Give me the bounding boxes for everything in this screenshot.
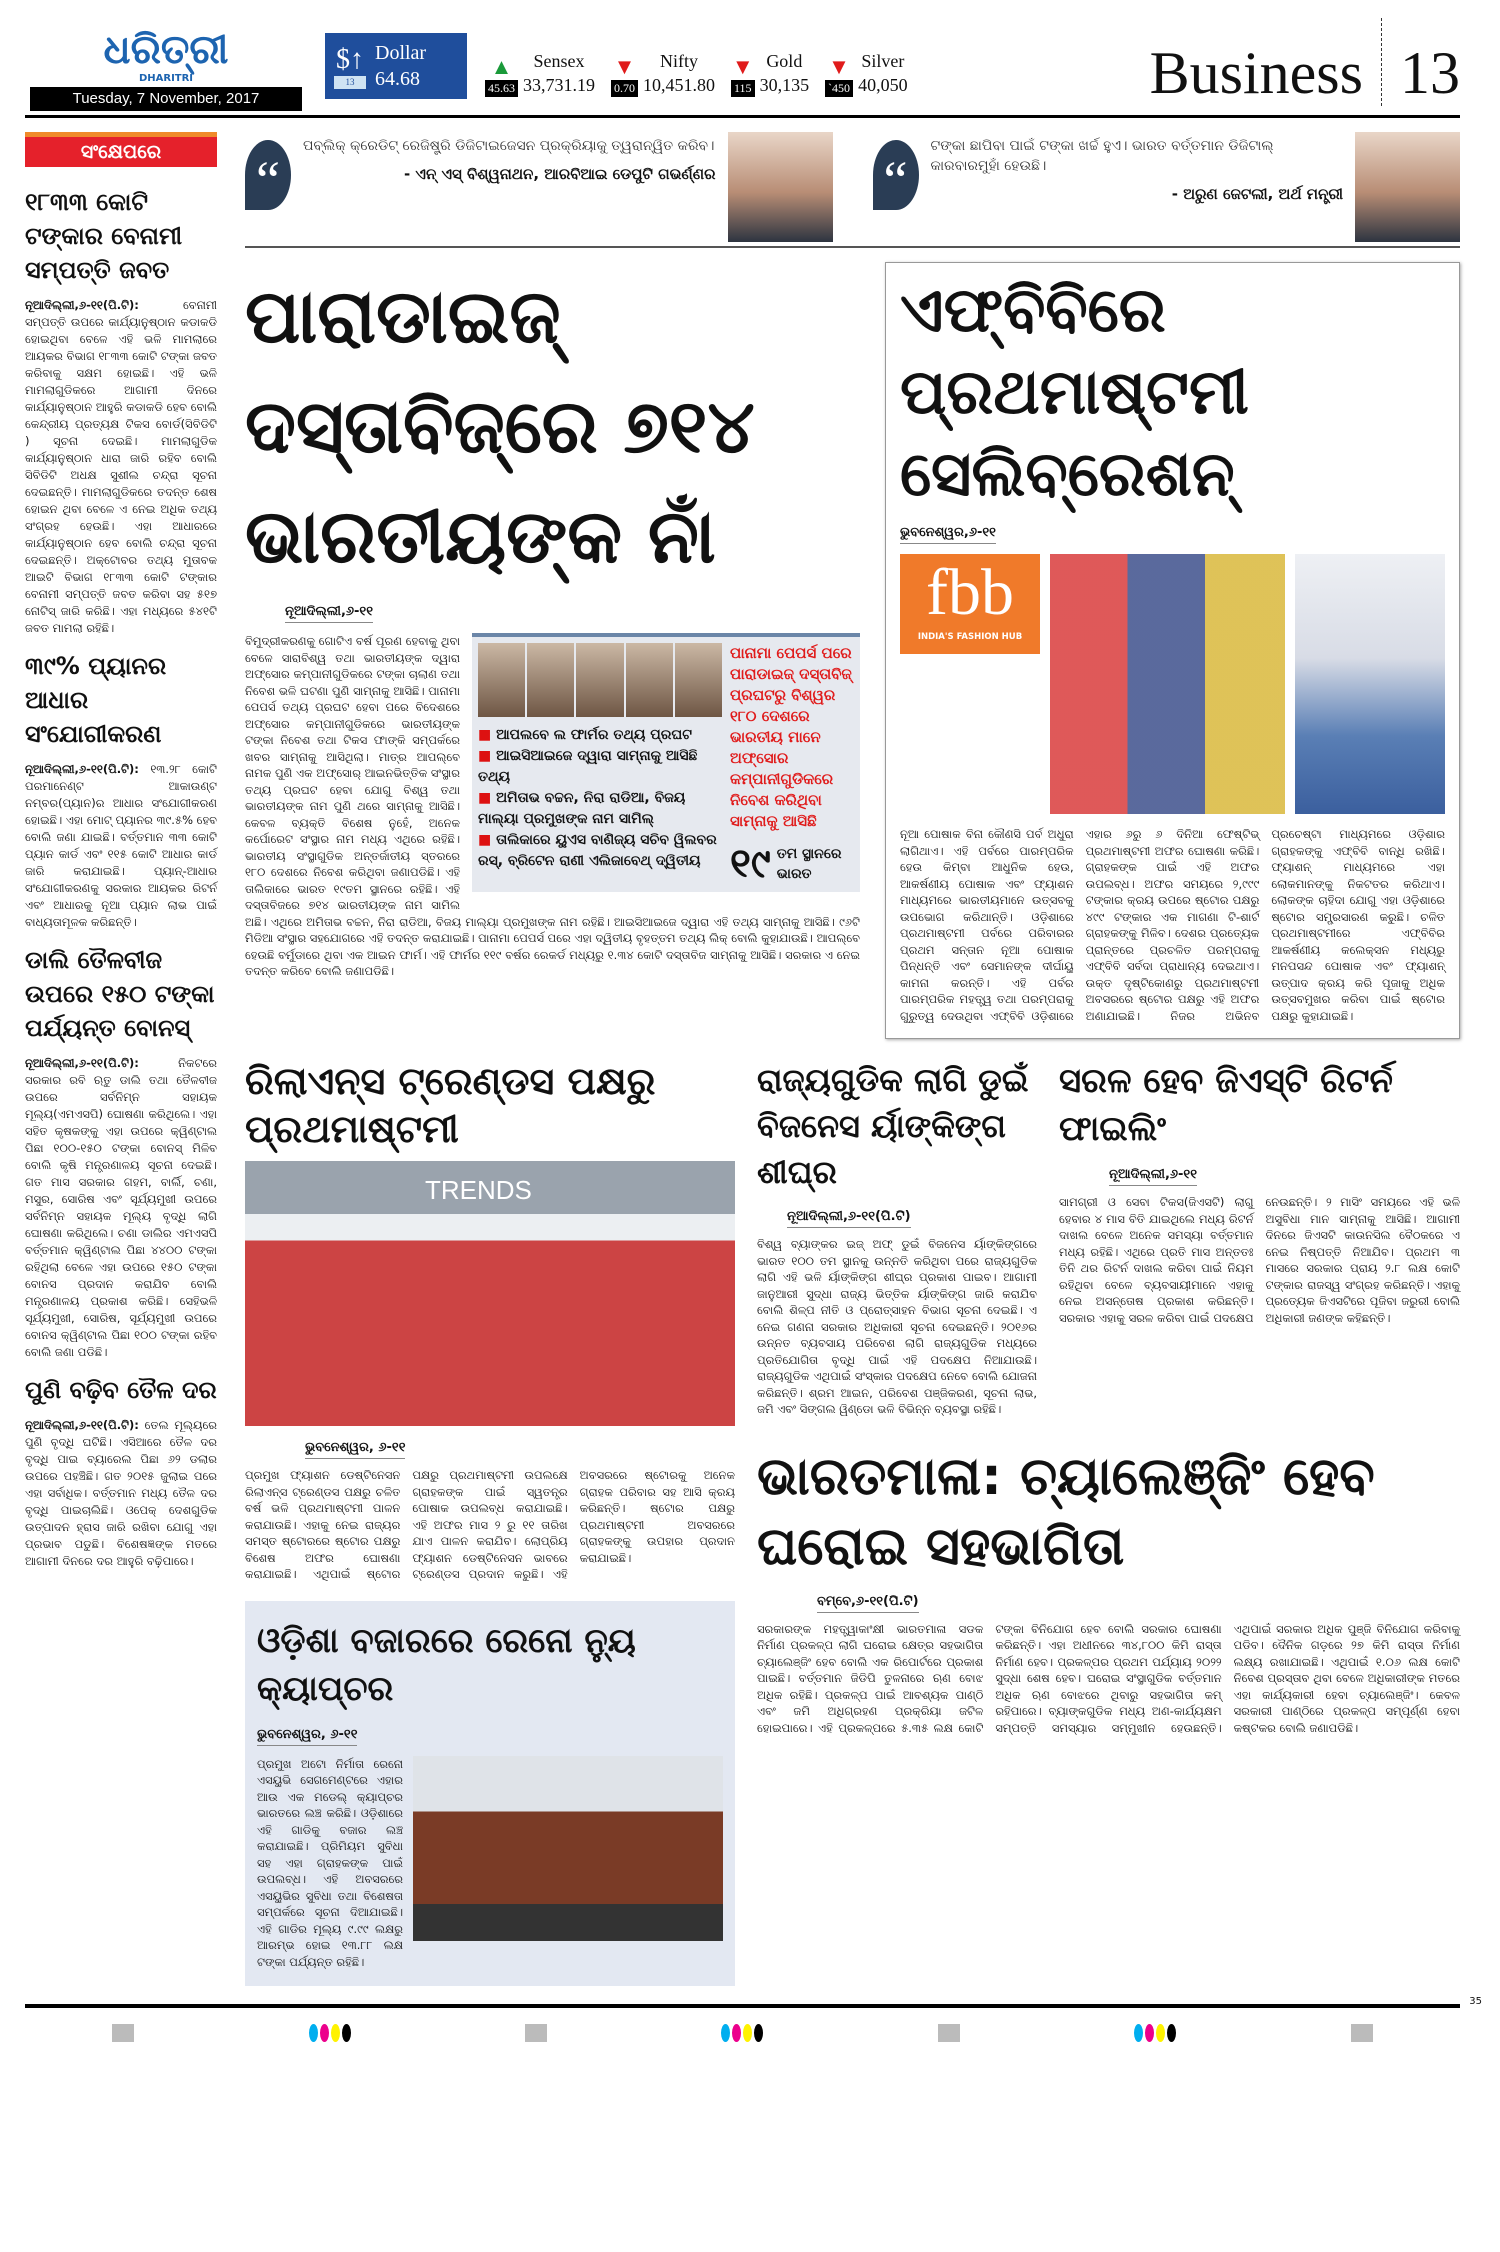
lead-infobox — [472, 633, 860, 892]
fbb-logo: fbb INDIA'S FASHION HUB — [900, 554, 1040, 654]
quote-text: ପବ୍ଲିକ୍ କ୍ରେଡିଟ୍ ରେଜିଷ୍ଟ୍ରି ଡିଜିଟାଇଜେସନ ପ୍ରକ୍ରିୟାକୁ ତ୍ୱରାନ୍ୱିତ କରିବ। — [303, 138, 715, 154]
logo-subtitle: DHARITRI — [138, 73, 194, 84]
divider — [1381, 18, 1382, 106]
stock-change: 45.63 — [485, 80, 518, 97]
registration-mark — [525, 2024, 547, 2042]
models-photo — [1050, 554, 1285, 814]
fbb-feature — [885, 262, 1460, 1039]
renault-story — [245, 1601, 735, 1987]
lead-story — [245, 262, 860, 980]
quote-icon: “ — [873, 140, 919, 210]
quote-fm — [873, 132, 1461, 242]
arrow-down-icon: ▼ — [731, 54, 754, 79]
stock-change: 0.70 — [611, 80, 638, 97]
main-area — [245, 132, 1460, 1986]
page-number: 13 — [1400, 40, 1460, 106]
trends-dateline: ଭୁବନେଶ୍ୱର, ୬-୧୧ — [305, 1436, 735, 1459]
logo-block — [25, 27, 307, 111]
renault-headline: ଓଡ଼ିଶା ବଜାରରେ ରେନୋ ନ୍ୟୁ କ୍ୟାପ୍‌ଚର — [257, 1620, 636, 1709]
dharitri-logo: ଧରିତ୍ରୀ — [103, 27, 229, 73]
stock-change: `450 — [825, 80, 853, 97]
quote-author: - ଏନ୍ ଏସ୍ ବିଶ୍ୱନାଥନ, ଆରବିଆଇ ଡେପୁଟି ଗଭର୍ଣ୍ଣର — [403, 165, 716, 183]
lead-body: ବିମୁଦ୍ରୀକରଣକୁ ଗୋଟିଏ ବର୍ଷ ପୂରଣ ହେବାକୁ ଥିବା ବେଳେ ସାରାବିଶ୍ୱ ତଥା ଭାରତୀୟଙ୍କ ଦ୍ୱାରା ଅଫ୍‌ସୋର କମ୍ପାନୀଗୁଡିକରେ ଟଙ୍କା ଚାଲାଣ ତଥା ନିବେଶ ଭଳି ଘଟଣା ପୁଣି ସାମ୍ନାକୁ ଆସିଛି। ପାନାମା ପେପର୍ସ ତଥ୍ୟ ପ୍ରଘଟ ହେବା ପରେ ବିଦେଶରେ ଅଫ୍‌ସୋର କମ୍ପାନୀଗୁଡିକରେ ଭାରତୀୟଙ୍କ ଟଙ୍କା ନିବେଶ ତଥା ଟିକସ ଫାଙ୍କି ସମ୍ପର୍କରେ ଖବର ସାମ୍ନାକୁ ଆସିଥିଲା। ମାତ୍ର ଆପଲ୍‌ବେ ନାମକ ପୁଣି ଏକ ଅଫ୍‌ସୋର୍ ଆଇନଭିତ୍ତିକ ସଂସ୍ଥାର ତଥ୍ୟ ପ୍ରଘଟ ହେବା ଯୋଗୁ ବିଶ୍ୱ ତଥା ଭାରତୀୟଙ୍କ ନାମ ପୁଣି ଥରେ ସାମ୍ନାକୁ ଆସିଛି। କେବଳ ବ୍ୟକ୍ତି ବିଶେଷ ନୁହେଁ, ଅନେକ କର୍ପୋରେଟ ସଂସ୍ଥାର ନାମ ମଧ୍ୟ ଏଥିରେ ରହିଛି। ଭାରତୀୟ ସଂସ୍ଥାଗୁଡିକ ଅନ୍ତର୍ଜାତୀୟ ସ୍ତରରେ ୧୮୦ ଦେଶରେ ନିବେଶ କରିଥିବା ଜଣାପଡିଛି। ଏହି ତାଲିକାରେ ଭାରତ ୧୯ତମ ସ୍ଥାନରେ ରହିଛି। ଏହି ଦସ୍ତାବିଜରେ ୭୧୪ ଭାରତୀୟଙ୍କ ନାମ ସାମିଲ ଅଛି। ଏଥିରେ ଅମିତାଭ ବଚ୍ଚନ, ନିରା ରାଡିଆ, ବିଜୟ ମାଲ୍ୟା ପ୍ରମୁଖଙ୍କ ନାମ ରହିଛି। ଆଇସିଆଇଜେ ଦ୍ୱାରା ଏହି ତଥ୍ୟ ସାମ୍ନାକୁ ଆସିଛି। ୯୬ଟି ମିଡିଆ ସଂସ୍ଥାର ସହଯୋଗରେ ଏହି ତଦନ୍ତ କରାଯାଇଛି। ପାନାମା ପେପର୍ସ ପରେ ଏହା ଦ୍ୱିତୀୟ ବୃହତ୍ତମ ତଥ୍ୟ ଲିକ୍ ବୋଲି କୁହାଯାଉଛି। ଆପଲ୍‌ବେ ହେଉଛି ବର୍ମୁଡାରେ ଥିବା ଏକ ଆଇନ ଫାର୍ମ। ଏହି ଫାର୍ମର ୧୧୯ ବର୍ଷର ରେକର୍ଡ ମଧ୍ୟରୁ ୧.୩୪ କୋଟି ଦସ୍ତାବିଜ ସାମ୍ନାକୁ ଆସିଛି। ସରକାର ଏ ନେଇ ତଦନ୍ତ କରିବେ ବୋଲି ଜଣାପଡିଛି। — [245, 634, 860, 978]
quote-icon: “ — [245, 140, 291, 210]
brief-headline: ଡାଲି ତୈଳବୀଜ ଉପରେ ୧୫୦ ଟଙ୍କା ପର୍ଯ୍ୟନ୍ତ ବୋନସ୍ — [25, 946, 215, 1042]
page-code: 35 — [1469, 1996, 1482, 2007]
stock-name: Nifty — [660, 51, 698, 71]
quote-row — [245, 132, 1460, 248]
renault-body: ପ୍ରମୁଖ ଅଟୋ ନିର୍ମାତା ରେନୋ ଏସୟୁଭି ସେଗମେଣ୍ଟରେ ଏହାର ଆଉ ଏକ ମଡେଲ୍ କ୍ୟାପ୍‌ଚର ଭାରତରେ ଲଞ୍ଚ କରିଛି। ଓଡ଼ିଶାରେ ଏହି ଗାଡିକୁ ବଜାର ଲଞ୍ଚ କରାଯାଇଛି। ପ୍ରିମିୟମ ସୁବିଧା ସହ ଏହା ଗ୍ରାହକଙ୍କ ପାଇଁ ଉପଲବ୍ଧ। ଏହି ଅବସରରେ ଏସୟୁଭିର ସୁବିଧା ତଥା ବିଶେଷତା ସମ୍ପର୍କରେ ସୂଚନା ଦିଆଯାଇଛି। ଏହି ଗାଡିର ମୂଲ୍ୟ ୯.୯୯ ଲକ୍ଷରୁ ଆରମ୍ଭ ହୋଇ ୧୩.୮୮ ଲକ୍ଷ ଟଙ୍କା ପର୍ଯ୍ୟନ୍ତ ରହିଛି। — [257, 1756, 403, 1969]
registration-mark — [112, 2024, 134, 2042]
ranking-story — [757, 1057, 1037, 1418]
market-ticker — [485, 49, 908, 97]
registration-mark — [1351, 2024, 1373, 2042]
fbb-dateline: ଭୁବନେଶ୍ୱର,୬-୧୧ — [900, 521, 1445, 544]
brief-headline: ୩୯% ପ୍ୟାନର ଆଧାର ସଂଯୋଗୀକରଣ — [25, 652, 167, 748]
stock-change: 115 — [731, 80, 755, 97]
arrow-down-icon: ▼ — [613, 54, 636, 79]
stock-name: Sensex — [533, 51, 585, 71]
ranking-headline: ରାଜ୍ୟଗୁଡିକ ଲାଗି ଡୁଇଁ ବିଜନେସ ର୍ୟାଙ୍କିଙ୍ଗ ଶୀଘ୍ର — [757, 1061, 1029, 1191]
infobox-bullets: ■ ଆପଲବେ ଲ ଫାର୍ମର ତଥ୍ୟ ପ୍ରଘଟ ■ ଆଇସିଆଇଜେ ଦ୍ୱାରା ସାମ୍ନାକୁ ଆସିଛି ତଥ୍ୟ ■ ଅମିତାଭ ବଚ୍ଚନ, ନିରା ରାଡିଆ, ବିଜୟ ମାଲ୍ୟା ପ୍ରମୁଖଙ୍କ ନାମ ସାମିଲ୍ ■ ତାଲିକାରେ ୟୁଏସ ବାଣିଜ୍ୟ ସଚିବ ୱିଲବର ରସ୍, ବ୍ରିଟେନ ରାଣୀ ଏଲିଜାବେଥ୍ ଦ୍ୱିତୀୟ — [478, 725, 722, 872]
color-registration-mark — [309, 2024, 351, 2042]
brief-body: ନୂଆଦିଲ୍ଲୀ,୬-୧୧(ପି.ଟି): ତେଲ ମୂଲ୍ୟରେ ପୁଣି ବୃଦ୍ଧି ଘଟିଛି। ଏସିଆରେ ତୈଳ ଦର ବୃଦ୍ଧି ପାଇ ବ୍ୟାରେଲ ପିଛା ୬୨ ଡଲାର ଉପରେ ପହଞ୍ଚିଛି। ଗତ ୨୦୧୫ ଜୁଲାଇ ପରେ ଏହା ସର୍ବାଧିକ। ବର୍ତ୍ତମାନ ମଧ୍ୟ ତୈଳ ଦର ବୃଦ୍ଧି ପାଇଚାଲିଛି। ଓପେକ୍ ଦେଶଗୁଡିକ ଉତ୍ପାଦନ ହ୍ରାସ ଜାରି ରଖିବା ଯୋଗୁ ଏହା ପ୍ରଭାବ ପଡୁଛି। ବିଶେଷଜ୍ଞଙ୍କ ମତରେ ଆଗାମୀ ଦିନରେ ଦର ଆହୁରି ବଢ଼ିପାରେ। — [25, 1418, 217, 1568]
bharatmala-body: ସରକାରଙ୍କ ମହତ୍ତ୍ୱାକାଂକ୍ଷୀ ଭାରତମାଳା ସଡକ ନିର୍ମାଣ ପ୍ରକଳ୍ପ ଲାଗି ଘରୋଇ କ୍ଷେତ୍ର ସହଭାଗିତା ଚ୍ୟାଲେଞ୍ଜିଂ ହେବ ବୋଲି ଏକ ରିପୋର୍ଟରେ ପ୍ରକାଶ ପାଇଛି। ବର୍ତ୍ତମାନ ଜିଡିପି ତୁଳନାରେ ଋଣ ବୋଝ ଅଧିକ ରହିଛି। ପ୍ରକଳ୍ପ ପାଇଁ ଆବଶ୍ୟକ ପାଣ୍ଠି ଏବଂ ଜମି ଅଧିଗ୍ରହଣ ପ୍ରକ୍ରିୟା ଜଟିଳ ହୋଇପାରେ। ଏହି ପ୍ରକଳ୍ପରେ ୫.୩୫ ଲକ୍ଷ କୋଟି ଟଙ୍କା ବିନିଯୋଗ ହେବ ବୋଲି ସରକାର ଘୋଷଣା କରିଛନ୍ତି। ଏହା ଅଧୀନରେ ୩୪,୮୦୦ କିମି ରାସ୍ତା ନିର୍ମାଣ ହେବ। ପ୍ରକଳ୍ପର ପ୍ରଥମ ପର୍ଯ୍ୟାୟ ୨୦୨୨ ସୁଦ୍ଧା ଶେଷ ହେବ। ଘରୋଇ ସଂସ୍ଥାଗୁଡିକ ବର୍ତ୍ତମାନ ଅଧିକ ଋଣ ବୋଝରେ ଥିବାରୁ ସହଭାଗିତା କମ୍ ରହିପାରେ। ବ୍ୟାଙ୍କଗୁଡିକ ମଧ୍ୟ ଅଣ-କାର୍ଯ୍ୟକ୍ଷମ ସମ୍ପତ୍ତି ସମସ୍ୟାର ସମ୍ମୁଖୀନ ହେଉଛନ୍ତି। ଏଥିପାଇଁ ସରକାର ଅଧିକ ପୁଞ୍ଜି ବିନିଯୋଗ କରିବାକୁ ପଡିବ। ଦୈନିକ ଗଡ଼ରେ ୨୭ କିମି ରାସ୍ତା ନିର୍ମାଣ ଲକ୍ଷ୍ୟ ରଖାଯାଇଛି। ଏଥିପାଇଁ ୧.୦୬ ଲକ୍ଷ କୋଟି ନିବେଶ ପ୍ରସ୍ତାବ ଥିବା ବେଳେ ଅଧିକାରୀଙ୍କ ମତରେ ଏହା କାର୍ଯ୍ୟକାରୀ ହେବା ଚ୍ୟାଲେଞ୍ଜିଂ। କେବଳ ସରକାରୀ ପାଣ୍ଠିରେ ପ୍ରକଳ୍ପ ସମ୍ପୂର୍ଣ୍ଣ ହେବା କଷ୍ଟକର ବୋଲି ଜଣାପଡିଛି। — [757, 1621, 1460, 1735]
portrait-photo — [728, 132, 833, 242]
arrow-down-icon: ▼ — [828, 54, 850, 79]
stock-name: Gold — [766, 51, 803, 71]
rank-label: ତମ ସ୍ଥାନରେ ଭାରତ — [776, 846, 842, 882]
quote-rbi — [245, 132, 833, 242]
fbb-body: ନୂଆ ପୋଷାକ ବିନା କୌଣସି ପର୍ବ ଅଧୁରା ଲାଗିଥାଏ। ଏହି ପର୍ବରେ ପାରମ୍ପରିକ ହେଉ କିମ୍ବା ଆଧୁନିକ ହେଉ, ଆକର୍ଷଣୀୟ ପୋଷାକ ଏବଂ ଫ୍ୟାଶନ ମାଧ୍ୟମରେ ଭାରତୀୟମାନେ ଉତ୍ସବକୁ ଉପଭୋଗ କରିଥାନ୍ତି। ଓଡ଼ିଶାରେ ପ୍ରଥମାଷ୍ଟମୀ ପର୍ବରେ ପରିବାରର ପ୍ରଥମ ସନ୍ତାନ ନୂଆ ପୋଷାକ ପିନ୍ଧନ୍ତି ଏବଂ ସେମାନଙ୍କ ଦୀର୍ଘାୟୁ କାମନା କରନ୍ତି। ଏହି ପର୍ବର ପାରମ୍ପରିକ ମହତ୍ତ୍ୱ ତଥା ପରମ୍ପରାକୁ ଗୁରୁତ୍ୱ ଦେଉଥିବା ଏଫ୍‌ବିବି ଓଡ଼ିଶାରେ ଏହାର ୬ରୁ ୬ ଦିନିଆ ଫେଷ୍ଟିଭ୍ ପ୍ରଥମାଷ୍ଟମୀ ଅଫର ଘୋଷଣା କରିଛି। ଗ୍ରାହକଙ୍କ ପାଇଁ ଏହି ଅଫର ଉପଲବ୍ଧ। ଅଫର ସମୟରେ ୨,୯୯୯ ଟଙ୍କାର କ୍ରୟ ଉପରେ ଷ୍ଟୋର ପକ୍ଷରୁ ୪୯୯ ଟଙ୍କାର ଏକ ମାଗଣା ଟି-ଶାର୍ଟ ଗ୍ରାହକଙ୍କୁ ମିଳିବ। ଦେଶର ପ୍ରତ୍ୟେକ ପ୍ରାନ୍ତରେ ପ୍ରଚଳିତ ପରମ୍ପରାକୁ ଏଫ୍‌ବିବି ସର୍ବଦା ପ୍ରାଧାନ୍ୟ ଦେଇଥାଏ। ଉକ୍ତ ଦୃଷ୍ଟିକୋଣରୁ ପ୍ରଥମାଷ୍ଟମୀ ଅବସରରେ ଷ୍ଟୋର ପକ୍ଷରୁ ଏହି ଅଫର ଅଣାଯାଇଛି। ନିଜର ଅଭିନବ ପ୍ରଚେଷ୍ଟା ମାଧ୍ୟମରେ ଓଡ଼ିଶାର ଗ୍ରାହକଙ୍କୁ ଏଫ୍‌ବିବି ବାନ୍ଧି ରଖିଛି। ଫ୍ୟାଶନ୍ ମାଧ୍ୟମରେ ଏହା ଲୋକମାନଙ୍କୁ ନିକଟତର କରିଥାଏ। ଲୋକଙ୍କ ଚାହିଦା ଯୋଗୁ ଏହା ଓଡ଼ିଶାରେ ଷ୍ଟୋର ସମ୍ପ୍ରସାରଣ କରୁଛି। ଚଳିତ ପ୍ରଥମାଷ୍ଟମୀରେ ଏଫ୍‌ବିବିର ଆକର୍ଷଣୀୟ କଲେକ୍ସନ ମଧ୍ୟରୁ ମନପସନ୍ଦ ପୋଷାକ ଏବଂ ଫ୍ୟାଶନ୍ ଉତ୍ପାଦ କ୍ରୟ କରି ପୂଜାକୁ ଅଧିକ ଉତ୍ସବମୁଖର କରିବା ପାଇଁ ଷ୍ଟୋର ପକ୍ଷରୁ କୁହାଯାଇଛି। — [900, 827, 1445, 1023]
stock-value: 10,451.80 — [643, 75, 715, 95]
infobox-highlight: ପାନାମା ପେପର୍ସ ପରେ ପାରାଡାଇଜ୍ ଦସ୍ତାବିଜ୍ ପ୍ରଘଟରୁ ବିଶ୍ୱର ୧୮୦ ଦେଶରେ ଭାରତୀୟ ମାନେ ଅଫ୍‌ସୋର କମ୍ପାନୀଗୁଡିକରେ ନିବେଶ କରିଥିବା ସାମ୍ନାକୁ ଆସିଛି — [730, 644, 852, 830]
ranking-body: ବିଶ୍ୱ ବ୍ୟାଙ୍କର ଇଜ୍ ଅଫ୍ ଡୁଇଁ ବିଜନେସ ର୍ୟାଙ୍କିଙ୍ଗରେ ଭାରତ ୧୦୦ ତମ ସ୍ଥାନକୁ ଉନ୍ନତି କରିଥିବା ପରେ ରାଜ୍ୟଗୁଡିକ ଲାଗି ଏହି ଭଳି ର୍ୟାଙ୍କିଙ୍ଗ ଶୀଘ୍ର ପ୍ରକାଶ ପାଇବ। ଆଗାମୀ ଜାନୁଆରୀ ସୁଦ୍ଧା ରାଜ୍ୟ ଭିତ୍ତିକ ର୍ୟାଙ୍କିଙ୍ଗ ଜାରି କରାଯିବ ବୋଲି ଶିଳ୍ପ ନୀତି ଓ ପ୍ରୋତ୍ସାହନ ବିଭାଗ ସୂଚନା ଦେଇଛି। ଏ ନେଇ ଗଣନା ସରକାର ଅଧିକାରୀ ସୂଚନା ଦେଇଛନ୍ତି। ୨୦୧୬ର ଉନ୍ନତ ବ୍ୟବସାୟ ପରିବେଶ ଲାଗି ରାଜ୍ୟଗୁଡିକ ମଧ୍ୟରେ ପ୍ରତିଯୋଗିତା ବୃଦ୍ଧି ପାଇଁ ଏହି ପଦକ୍ଷେପ ନିଆଯାଉଛି। ରାଜ୍ୟଗୁଡିକ ଏଥିପାଇଁ ସଂସ୍କାର ପଦକ୍ଷେପ ନେବେ ବୋଲି ଯୋଜନା କରିଛନ୍ତି। ଶ୍ରମ ଆଇନ, ପରିବେଶ ପଞ୍ଜିକରଣ, ସୂଚନା ଲାଭ, ଜମି ଏବଂ ସିଙ୍ଗଲ ୱିଣ୍ଡୋ ଭଳି ବିଭିନ୍ନ ବ୍ୟବସ୍ଥା ରହିଛି। — [757, 1237, 1037, 1416]
kids-photo — [1295, 554, 1445, 814]
dollar-value: 64.68 — [375, 68, 420, 90]
renault-dateline: ଭୁବନେଶ୍ୱର, ୬-୧୧ — [257, 1723, 723, 1746]
brief-body: ନୂଆଦିଲ୍ଲୀ,୬-୧୧(ପି.ଟି): ୧୩.୨୮ କୋଟି ପରମାନେଣ୍ଟ ଆକାଉଣ୍ଟ ନମ୍ବର(ପ୍ୟାନ)ର ଆଧାର ସଂଯୋଗୀକରଣ ହୋଇଛି। ଏହା ମୋଟ୍ ପ୍ୟାନର ୩୯.୫% ହେବ ବୋଲି ଜଣା ଯାଇଛି। ବର୍ତ୍ତମାନ ୩୩ କୋଟି ପ୍ୟାନ କାର୍ଡ ଏବଂ ୧୧୫ କୋଟି ଆଧାର କାର୍ଡ ଜାରି କରାଯାଇଛି। ପ୍ୟାନ୍-ଆଧାର ସଂଯୋଗୀକରଣକୁ ସରକାର ଆୟକର ରିଟର୍ନ ଏବଂ ଆଧାରକୁ ନୂଆ ପ୍ୟାନ ଲାଭ ପାଇଁ ବାଧ୍ୟତାମୂଳକ କରିଛନ୍ତି। — [25, 762, 217, 929]
stock-gold — [731, 49, 809, 97]
brief-headline: ୧୮୩୩ କୋଟି ଟଙ୍କାର ବେନାମୀ ସମ୍ପତ୍ତି ଜବତ — [25, 188, 183, 284]
registration-mark — [938, 2024, 960, 2042]
quote-text: ଟଙ୍କା ଛାପିବା ପାଇଁ ଟଙ୍କା ଖର୍ଚ୍ଚ ହୁଏ। ଭାରତ ବର୍ତ୍ତମାନ ଡିଜିଟାଲ୍ କାରବାରମୁହାଁ ହେଉଛି। — [930, 138, 1274, 174]
lead-dateline: ନୂଆଦିଲ୍ଲୀ,୬-୧୧ — [285, 600, 860, 623]
dollar-rate-box — [325, 33, 467, 99]
color-registration-mark — [1134, 2024, 1176, 2042]
gst-dateline: ନୂଆଦିଲ୍ଲୀ,୬-୧୧ — [1109, 1163, 1460, 1186]
bharatmala-headline: ଭାରତମାଳା: ଚ୍ୟାଲେଞ୍ଜିଂ ହେବ ଘରୋଇ ସହଭାଗିତା — [757, 1446, 1375, 1577]
trends-photo — [245, 1161, 735, 1426]
dollar-label: Dollar — [375, 42, 427, 64]
footer — [25, 1996, 1482, 2050]
stock-silver — [825, 49, 908, 97]
issue-date: Tuesday, 7 November, 2017 — [30, 87, 302, 111]
color-registration-mark — [721, 2024, 763, 2042]
gst-headline: ସରଳ ହେବ ଜିଏସ୍‌ଟି ରିଟର୍ନ ଫାଇଲିଂ — [1059, 1061, 1393, 1149]
brief-body: ନୂଆଦିଲ୍ଲୀ,୬-୧୧(ପି.ଟି): ନିକଟରେ ସରକାର ରବି ଋତୁ ଡାଲି ତଥା ତୈଳବୀଜ ଉପରେ ସର୍ବନିମ୍ନ ସହାୟକ ମୂଲ୍ୟ(ଏମଏସପି) ଘୋଷଣା କରିଥିଲେ। ଏହା ସହିତ କୃଷକଙ୍କୁ ଏହା ଉପରେ କ୍ୱିଣ୍ଟାଲ ପିଛା ୧୦୦-୧୫୦ ଟଙ୍କା ବୋନସ୍ ମିଳିବ ବୋଲି କୃଷି ମନ୍ତ୍ରଣାଳୟ ସୂଚନା ଦେଇଛି। ଗତ ମାସ ସରକାର ଗହମ, ବାର୍ଲି, ଚଣା, ମସୁର, ସୋରିଷ ଏବଂ ସୂର୍ଯ୍ୟମୁଖୀ ଉପରେ ସର୍ବନିମ୍ନ ସହାୟକ ମୂଲ୍ୟ ବୃଦ୍ଧି ଲାଗି ଘୋଷଣା କରିଥିଲେ। ଚଣା ଡାଲିର ଏମଏସପି ବର୍ତ୍ତମାନ କ୍ୱିଣ୍ଟାଲ ପିଛା ୪୪୦୦ ଟଙ୍କା ରହିଥିଲା ବେଳେ ଏହା ଉପରେ ୧୫୦ ଟଙ୍କା ବୋନସ ପ୍ରଦାନ କରାଯିବ ବୋଲି ମନ୍ତ୍ରଣାଳୟ ପ୍ରକାଶ କରିଛି। ସେହିଭଳି ସୂର୍ଯ୍ୟମୁଖୀ, ସୋରିଷ, ସୂର୍ଯ୍ୟମୁଖୀ ଉପରେ ବୋନସ କ୍ୱିଣ୍ଟାଲ ପିଛା ୧୦୦ ଟଙ୍କା ରହିବ ବୋଲି ଜଣା ପଡିଛି। — [25, 1056, 217, 1359]
stock-nifty — [611, 49, 715, 97]
brief-body: ନୂଆଦିଲ୍ଲୀ,୬-୧୧(ପି.ଟି): ବେନାମୀ ସମ୍ପତ୍ତି ଉପରେ କାର୍ଯ୍ୟାନୁଷ୍ଠାନ କଡାକଡି ହୋଇଥିବା ବେଳେ ଏହି ଭଳି ମାମଲାରେ ଆୟକର ବିଭାଗ ୧୮୩୩ କୋଟି ଟଙ୍କା ଜବତ କରିବାକୁ ସକ୍ଷମ ହୋଇଛି। ଏହି ଭଳି ମାମଲାଗୁଡିକରେ ଆଗାମୀ ଦିନରେ କାର୍ଯ୍ୟାନୁଷ୍ଠାନ ଆହୁରି କଡାକଡି ହେବ ବୋଲି କେନ୍ଦ୍ରୀୟ ପ୍ରତ୍ୟକ୍ଷ ଟିକସ ବୋର୍ଡ(ସିବିଡିଟି ) ସୂଚନା ଦେଇଛି। ମାମଲାଗୁଡିକ କାର୍ଯ୍ୟାନୁଷ୍ଠାନ ଧାରା ଜାରି ରହିବ ବୋଲି ସିବିଡିଟି ଅଧକ୍ଷ ସୁଶୀଲ ଚନ୍ଦ୍ରା ସୂଚନା ଦେଇଛନ୍ତି। ମାମଲାଗୁଡିକରେ ତଦନ୍ତ ଶେଷ ହୋଇନ ଥିବା ବେଳେ ଏ ନେଇ ଅଧିକ ତଥ୍ୟ ସଂଗ୍ରହ ହେଉଛି। ଏହା ଆଧାରରେ କାର୍ଯ୍ୟାନୁଷ୍ଠାନ ହେବ ବୋଲି ଚନ୍ଦ୍ରା ସୂଚନା ଦେଇଛନ୍ତି। ଅକ୍ଟୋବର ତଥ୍ୟ ମୁତାବକ ଆଇଟି ବିଭାଗ ୧୮୩୩ କୋଟି ଟଙ୍କାର ବେନାମୀ ସମ୍ପତ୍ତି ଜବତ କରିବା ସହ ୫୧୭ ନୋଟିସ୍ ଜାରି କରିଛି। ଏହା ମଧ୍ୟରେ ୫୪୧ଟି ଜବତ ମାମଲା ରହିଛି। — [25, 298, 217, 635]
brief-headline: ପୁଣି ବଢ଼ିବ ତୈଳ ଦର — [25, 1376, 217, 1404]
portrait-photo — [1355, 132, 1460, 242]
lead-headline: ପାରାଡାଇଜ୍ ଦସ୍ତାବିଜ୍‌ରେ ୭୧୪ ଭାରତୀୟଙ୍କ ନାଁ — [245, 274, 755, 580]
stock-value: 33,731.19 — [523, 75, 595, 95]
brief-column — [25, 132, 217, 1986]
stock-value: 40,050 — [858, 75, 908, 95]
arrow-up-icon: ▲ — [490, 54, 513, 79]
rank-number: ୧୯ — [730, 841, 771, 887]
celebrity-photos — [478, 643, 722, 717]
trends-headline: ରିଲାଏନ୍ସ ଟ୍ରେଣ୍ଡସ ପକ୍ଷରୁ ପ୍ରଥମାଷ୍ଟମୀ — [245, 1059, 656, 1151]
stock-sensex — [485, 49, 595, 97]
stock-value: 30,135 — [759, 75, 810, 95]
section-title: Business — [1149, 40, 1363, 106]
gst-story — [1059, 1057, 1460, 1326]
bharatmala-dateline: ବମ୍ବେ,୬-୧୧(ପି.ଟି) — [817, 1590, 1460, 1613]
car-launch-photo — [413, 1756, 723, 1941]
gst-body: ସାମଗ୍ରୀ ଓ ସେବା ଟିକସ(ଜିଏସଟି) ଲାଗୁ ହେବାର ୪ ମାସ ବିତି ଯାଇଥିଲେ ମଧ୍ୟ ରିଟର୍ନ ଦାଖଲ ବେଳେ ଅନେକ ସମସ୍ୟା ବର୍ତ୍ତମାନ ମଧ୍ୟ ରହିଛି। ଏଥିରେ ପ୍ରତି ମାସ ଅନ୍ତତଃ ତିନି ଥର ରିଟର୍ନ ଦାଖଲ କରିବା ପାଇଁ ନିୟମ ରହିଥିବା ବେଳେ ବ୍ୟବସାୟୀମାନେ ଏହାକୁ ନେଇ ଅସନ୍ତୋଷ ପ୍ରକାଶ କରିଛନ୍ତି। ସରକାର ଏହାକୁ ସରଳ କରିବା ପାଇଁ ପଦକ୍ଷେପ ନେଉଛନ୍ତି। ୨ ମାସିଂ ସମୟରେ ଏହି ଭଳି ଅସୁବିଧା ମାନ ସାମ୍ନାକୁ ଆସିଛି। ଆଗାମୀ ଦିନରେ ଜିଏସଟି କାଉନସିଲ ବୈଠକରେ ଏ ନେଇ ନିଷ୍ପତ୍ତି ନିଆଯିବ। ପ୍ରଥମ ୩ ମାସରେ ସରକାର ପ୍ରାୟ ୨.୮ ଲକ୍ଷ କୋଟି ଟଙ୍କାର ରାଜସ୍ୱ ସଂଗ୍ରହ କରିଛନ୍ତି। ଏହାକୁ ପ୍ରତ୍ୟେକ ଜିଏସଟିରେ ପୂଜିବା ଜରୁରୀ ବୋଲି ଅଧିକାରୀ ଜଣଙ୍କ କହିଛନ୍ତି। — [1059, 1195, 1460, 1325]
trends-body: ପ୍ରମୁଖ ଫ୍ୟାଶନ ଡେଷ୍ଟିନେସନ ରିଲାଏନ୍ସ ଟ୍ରେଣ୍ଡସ ପକ୍ଷରୁ ଚଳିତ ବର୍ଷ ଭଳି ପ୍ରଥମାଷ୍ଟମୀ ପାଳନ କରାଯାଉଛି। ଏହାକୁ ନେଇ ରାଜ୍ୟର ସମସ୍ତ ଷ୍ଟୋରରେ ଷ୍ଟୋର ପକ୍ଷରୁ ବିଶେଷ ଅଫର ଘୋଷଣା କରାଯାଇଛି। ଏଥିପାଇଁ ଷ୍ଟୋର ପକ୍ଷରୁ ପ୍ରଥମାଷ୍ଟମୀ ଉପଲକ୍ଷେ ଗ୍ରାହକଙ୍କ ପାଇଁ ସ୍ୱତନ୍ତ୍ର ପୋଷାକ ଉପଲବ୍ଧ କରାଯାଇଛି। ଏହି ଅଫର ମାସ ୨ ରୁ ୧୧ ତାରିଖ ଯାଏ ପାଳନ କରାଯିବ। ଲୋପ୍ରିୟ ଫ୍ୟାଶନ ଡେଷ୍ଟିନେସନ ଭାବରେ ଟ୍ରେଣ୍ଡସ ପ୍ରଦାନ କରୁଛି। ଏହି ଅବସରରେ ଷ୍ଟୋରକୁ ଅନେକ ଗ୍ରାହକ ପରିବାର ସହ ଆସି କ୍ରୟ କରିଛନ୍ତି। ଷ୍ଟୋର ପକ୍ଷରୁ ପ୍ରଥମାଷ୍ଟମୀ ଅବସରରେ ଗ୍ରାହକଙ୍କୁ ଉପହାର ପ୍ରଦାନ କରାଯାଇଛି। — [245, 1468, 735, 1581]
stock-name: Silver — [861, 51, 905, 71]
quote-author: - ଅରୁଣ ଜେଟଲୀ, ଅର୍ଥ ମନ୍ତ୍ରୀ — [1171, 185, 1343, 203]
dollar-icon: $↑ — [336, 43, 364, 75]
dollar-change: 13 — [334, 76, 366, 89]
fbb-headline: ଏଫ୍‌ବିବିରେ ପ୍ରଥମାଷ୍ଟମୀ ସେଲିବ୍ରେଶନ୍ — [900, 273, 1249, 510]
brief-badge: ସଂକ୍ଷେପରେ — [25, 132, 217, 167]
ranking-dateline: ନୂଆଦିଲ୍ଲୀ,୬-୧୧(ପି.ଟି) — [787, 1205, 1037, 1228]
masthead — [25, 18, 1460, 118]
store-sign: TRENDS — [425, 1175, 532, 1205]
